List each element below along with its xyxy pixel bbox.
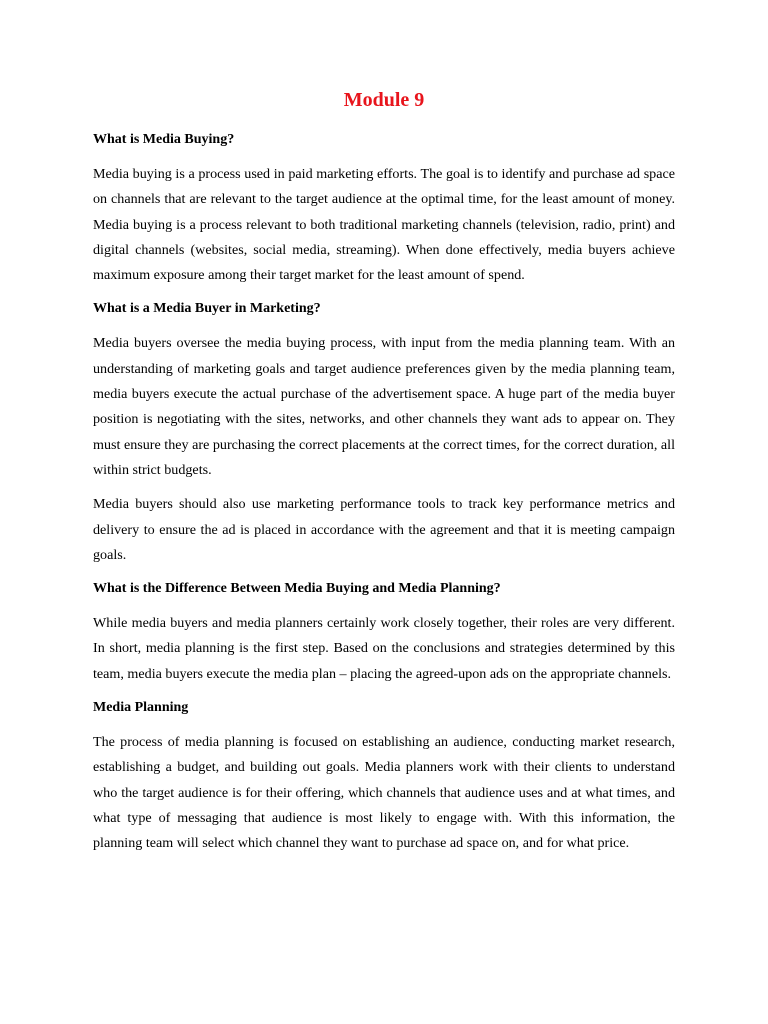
body-paragraph: Media buyers oversee the media buying process, with input from the media planning team. With an understanding of marketing goals and target audience preferences given by the media planning team, media buyers execute the actual purchase of the advertisement space. A huge part of the media buyer position is negotiating with the sites, networks, and other channels they want ads to appear on. They must ensure they are purchasing the correct placements at the correct times, for the correct duration, all within strict budgets.	[93, 335, 675, 478]
page-title: Module 9	[343, 89, 425, 111]
section-heading: What is Media Buying?	[93, 132, 235, 147]
section-heading: What is the Difference Between Media Buying and Media Planning?	[93, 581, 501, 597]
section-heading: Media Planning	[93, 700, 189, 716]
body-paragraph: While media buyers and media planners certainly work closely together, their roles are very different. In short, media planning is the first step. Based on the conclusions and strategies determined by this team, media buyers execute the media plan – placing the agreed-upon ads on the appropriate channels.	[93, 615, 675, 682]
body-paragraph: The process of media planning is focused on establishing an audience, conducting market research, establishing a budget, and building out goals. Media planners work with their clients to understand who the target audience is for their offering, which channels that audience uses and at what times, and what type of messaging that audience is most likely to engage with. With this information, the planning team will select which channel they want to purchase ad space on, and for what price.	[93, 734, 675, 852]
section-heading: What is a Media Buyer in Marketing?	[93, 301, 321, 317]
body-paragraph: Media buyers should also use marketing performance tools to track key performance metrics and delivery to ensure the ad is placed in accordance with the agreement and that it is meeting campaign goals.	[93, 496, 675, 563]
body-paragraph: Media buying is a process used in paid marketing efforts. The goal is to identify and purchase ad space on channels that are relevant to the target audience at the optimal time, for the least amount of money. Media buying is a process relevant to both traditional marketing channels (television, radio, print) and digital channels (websites, social media, streaming). When done effectively, media buyers achieve maximum exposure among their target market for the least amount of spend.	[93, 166, 675, 284]
